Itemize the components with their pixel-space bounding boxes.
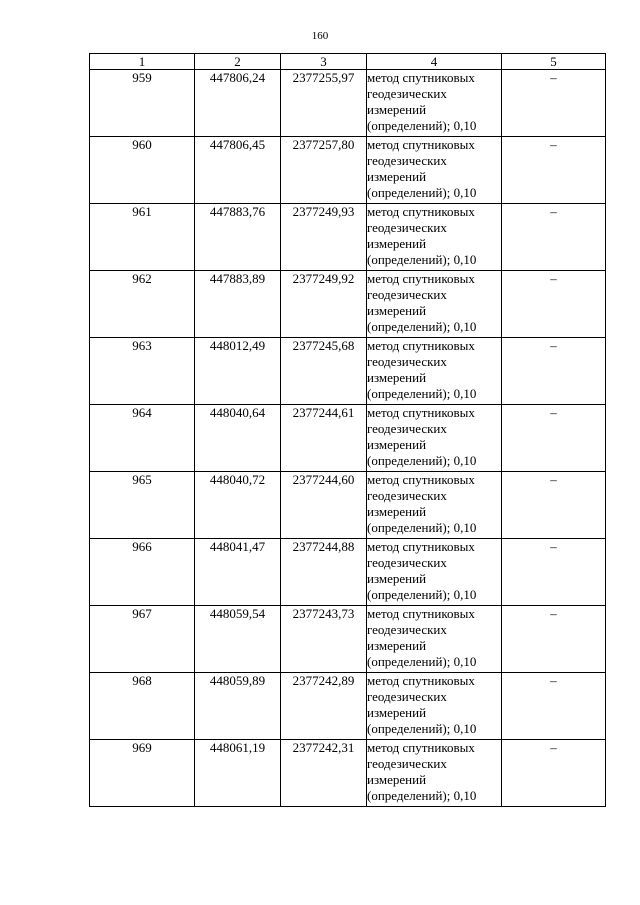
- column-header: 2: [195, 54, 281, 70]
- method-cell: метод спутниковых геодезических измерений (определений); 0,10: [367, 606, 502, 673]
- coordinate-x-cell: 447806,24: [195, 70, 281, 137]
- coordinate-y-cell: 2377249,92: [281, 271, 367, 338]
- method-cell: метод спутниковых геодезических измерений (определений); 0,10: [367, 70, 502, 137]
- method-cell: метод спутниковых геодезических измерений (определений); 0,10: [367, 204, 502, 271]
- note-cell: –: [502, 271, 606, 338]
- table-row: [90, 740, 606, 807]
- coordinate-y-cell: 2377249,93: [281, 204, 367, 271]
- coordinate-x-cell: 448059,54: [195, 606, 281, 673]
- coordinates-table: [89, 53, 606, 807]
- note-cell: –: [502, 673, 606, 740]
- point-number-cell: 962: [90, 271, 195, 338]
- note-cell: –: [502, 338, 606, 405]
- table-row: [90, 673, 606, 740]
- point-number-cell: 965: [90, 472, 195, 539]
- note-cell: –: [502, 405, 606, 472]
- coordinate-x-cell: 447883,89: [195, 271, 281, 338]
- method-cell: метод спутниковых геодезических измерений (определений); 0,10: [367, 539, 502, 606]
- table-row: [90, 338, 606, 405]
- method-cell: метод спутниковых геодезических измерений (определений); 0,10: [367, 137, 502, 204]
- method-cell: метод спутниковых геодезических измерений (определений); 0,10: [367, 740, 502, 807]
- method-cell: метод спутниковых геодезических измерений (определений); 0,10: [367, 338, 502, 405]
- coordinate-x-cell: 448061,19: [195, 740, 281, 807]
- note-cell: –: [502, 204, 606, 271]
- point-number-cell: 966: [90, 539, 195, 606]
- table-row: [90, 70, 606, 137]
- coordinate-y-cell: 2377242,31: [281, 740, 367, 807]
- note-cell: –: [502, 472, 606, 539]
- point-number-cell: 963: [90, 338, 195, 405]
- table-row: [90, 137, 606, 204]
- table-row: [90, 271, 606, 338]
- table-row: [90, 539, 606, 606]
- note-cell: –: [502, 70, 606, 137]
- note-cell: –: [502, 740, 606, 807]
- table-row: [90, 204, 606, 271]
- table-row: [90, 472, 606, 539]
- point-number-cell: 964: [90, 405, 195, 472]
- coordinate-x-cell: 448040,64: [195, 405, 281, 472]
- note-cell: –: [502, 606, 606, 673]
- column-header: 5: [502, 54, 606, 70]
- coordinate-x-cell: 447806,45: [195, 137, 281, 204]
- point-number-cell: 967: [90, 606, 195, 673]
- coordinate-x-cell: 448041,47: [195, 539, 281, 606]
- note-cell: –: [502, 539, 606, 606]
- header-row: [90, 54, 606, 70]
- point-number-cell: 969: [90, 740, 195, 807]
- column-header: 4: [367, 54, 502, 70]
- point-number-cell: 960: [90, 137, 195, 204]
- point-number-cell: 959: [90, 70, 195, 137]
- method-cell: метод спутниковых геодезических измерений (определений); 0,10: [367, 472, 502, 539]
- point-number-cell: 968: [90, 673, 195, 740]
- coordinate-y-cell: 2377244,60: [281, 472, 367, 539]
- coordinate-y-cell: 2377257,80: [281, 137, 367, 204]
- coordinate-y-cell: 2377243,73: [281, 606, 367, 673]
- page-number: 160: [311, 30, 329, 42]
- coordinate-x-cell: 448040,72: [195, 472, 281, 539]
- coordinate-y-cell: 2377244,61: [281, 405, 367, 472]
- coordinate-x-cell: 447883,76: [195, 204, 281, 271]
- coordinate-y-cell: 2377244,88: [281, 539, 367, 606]
- method-cell: метод спутниковых геодезических измерений (определений); 0,10: [367, 405, 502, 472]
- point-number-cell: 961: [90, 204, 195, 271]
- column-header: 3: [281, 54, 367, 70]
- table-row: [90, 606, 606, 673]
- column-header: 1: [90, 54, 195, 70]
- table-row: [90, 405, 606, 472]
- coordinate-y-cell: 2377245,68: [281, 338, 367, 405]
- note-cell: –: [502, 137, 606, 204]
- method-cell: метод спутниковых геодезических измерений (определений); 0,10: [367, 673, 502, 740]
- coordinate-y-cell: 2377255,97: [281, 70, 367, 137]
- coordinate-y-cell: 2377242,89: [281, 673, 367, 740]
- coordinate-x-cell: 448012,49: [195, 338, 281, 405]
- method-cell: метод спутниковых геодезических измерений (определений); 0,10: [367, 271, 502, 338]
- coordinate-x-cell: 448059,89: [195, 673, 281, 740]
